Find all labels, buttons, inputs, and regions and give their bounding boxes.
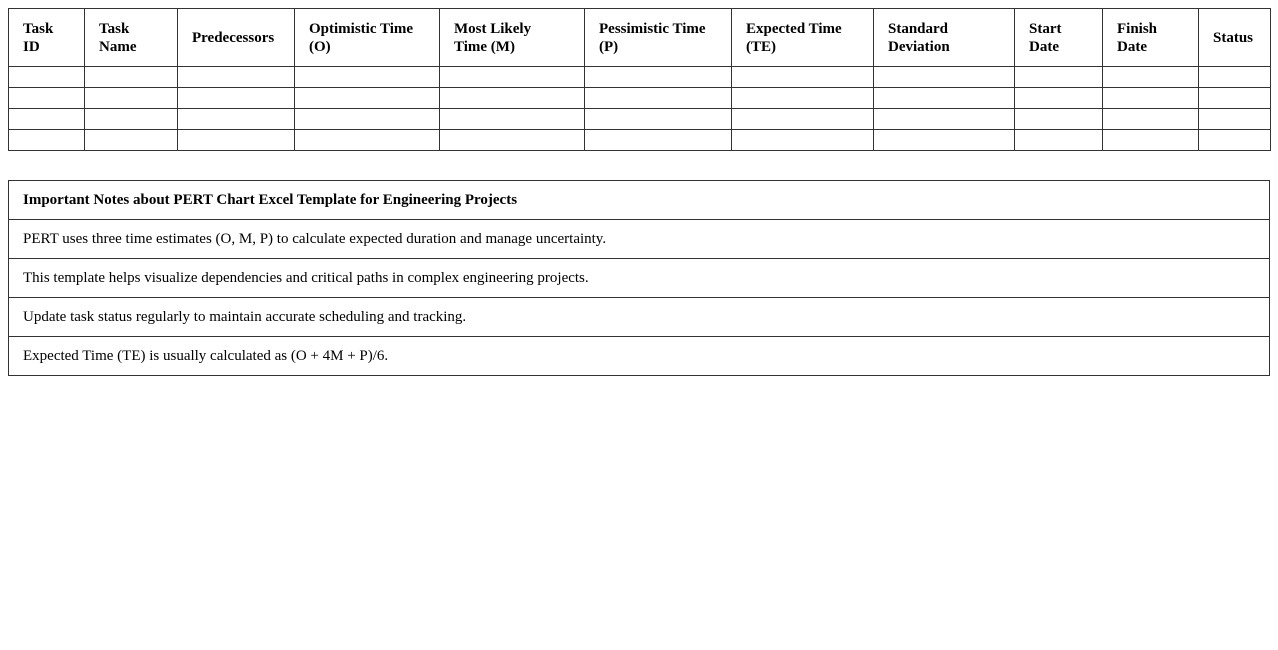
column-header-text: ID (23, 38, 40, 55)
table-row (9, 88, 1271, 109)
table-cell[interactable] (1015, 88, 1103, 109)
table-cell[interactable] (1103, 67, 1199, 88)
table-row (9, 109, 1271, 130)
column-header (1103, 9, 1199, 67)
column-header-text: Most Likely (454, 20, 532, 37)
column-header (732, 9, 874, 67)
table-cell[interactable] (85, 109, 178, 130)
table-cell[interactable] (732, 67, 874, 88)
table-cell[interactable] (1103, 130, 1199, 151)
table-cell[interactable] (874, 67, 1015, 88)
note-row (9, 259, 1270, 298)
column-header-text: Name (99, 38, 137, 55)
table-cell[interactable] (585, 88, 732, 109)
table-cell[interactable] (1199, 109, 1271, 130)
note-text: Update task status regularly to maintain accurate scheduling and tracking. (9, 298, 1270, 337)
column-header (85, 9, 178, 67)
table-cell[interactable] (440, 130, 585, 151)
column-header-text: Expected Time (746, 20, 842, 37)
note-text: This template helps visualize dependencies and critical paths in complex engineering projects. (9, 259, 1270, 298)
column-header-text: Status (1213, 29, 1254, 46)
table-cell[interactable] (1199, 67, 1271, 88)
column-header-text: Date (1029, 38, 1059, 55)
column-header (178, 9, 295, 67)
note-text: Expected Time (TE) is usually calculated as (O + 4M + P)/6. (9, 337, 1270, 376)
table-cell[interactable] (440, 109, 585, 130)
column-header (440, 9, 585, 67)
pert-header-row (9, 9, 1271, 67)
column-header-text: Finish (1117, 20, 1158, 37)
table-cell[interactable] (585, 67, 732, 88)
table-cell[interactable] (178, 109, 295, 130)
table-cell[interactable] (9, 130, 85, 151)
table-cell[interactable] (585, 109, 732, 130)
table-cell[interactable] (874, 109, 1015, 130)
notes-title: Important Notes about PERT Chart Excel Template for Engineering Projects (9, 181, 1270, 220)
column-header (295, 9, 440, 67)
column-header-text: Optimistic Time (309, 20, 414, 37)
table-cell[interactable] (732, 88, 874, 109)
column-header (9, 9, 85, 67)
table-cell[interactable] (1199, 130, 1271, 151)
note-text: PERT uses three time estimates (O, M, P) to calculate expected duration and manage uncertainty. (9, 220, 1270, 259)
table-cell[interactable] (85, 67, 178, 88)
column-header-text: Date (1117, 38, 1147, 55)
table-cell[interactable] (85, 130, 178, 151)
table-cell[interactable] (295, 109, 440, 130)
table-cell[interactable] (732, 109, 874, 130)
table-cell[interactable] (440, 67, 585, 88)
table-row (9, 67, 1271, 88)
column-header-text: (O) (309, 38, 331, 55)
table-cell[interactable] (874, 88, 1015, 109)
table-cell[interactable] (178, 67, 295, 88)
column-header (874, 9, 1015, 67)
column-header-text: Start (1029, 20, 1062, 37)
column-header (1015, 9, 1103, 67)
table-cell[interactable] (9, 67, 85, 88)
column-header-text: Deviation (888, 38, 950, 55)
table-cell[interactable] (1103, 88, 1199, 109)
column-header-text: Time (M) (454, 38, 515, 55)
table-cell[interactable] (1199, 88, 1271, 109)
table-cell[interactable] (1103, 109, 1199, 130)
pert-table-body (9, 67, 1271, 151)
table-cell[interactable] (85, 88, 178, 109)
table-cell[interactable] (440, 88, 585, 109)
table-row (9, 130, 1271, 151)
note-row (9, 337, 1270, 376)
column-header-text: Task (99, 20, 130, 37)
column-header-text: (TE) (746, 38, 776, 55)
table-cell[interactable] (874, 130, 1015, 151)
column-header (585, 9, 732, 67)
column-header-text: Pessimistic Time (599, 20, 706, 37)
notes-title-row (9, 181, 1270, 220)
column-header-text: (P) (599, 38, 619, 55)
column-header-text: Predecessors (192, 29, 275, 46)
table-cell[interactable] (732, 130, 874, 151)
column-header-text: Task (23, 20, 54, 37)
note-row (9, 298, 1270, 337)
table-cell[interactable] (295, 67, 440, 88)
pert-table (8, 8, 1271, 151)
note-row (9, 220, 1270, 259)
table-cell[interactable] (1015, 67, 1103, 88)
table-cell[interactable] (585, 130, 732, 151)
table-cell[interactable] (295, 130, 440, 151)
table-cell[interactable] (1015, 130, 1103, 151)
table-cell[interactable] (295, 88, 440, 109)
table-cell[interactable] (9, 109, 85, 130)
notes-table (8, 180, 1270, 376)
table-cell[interactable] (9, 88, 85, 109)
table-cell[interactable] (178, 130, 295, 151)
table-cell[interactable] (178, 88, 295, 109)
column-header-text: Standard (888, 20, 949, 37)
column-header (1199, 9, 1271, 67)
table-cell[interactable] (1015, 109, 1103, 130)
